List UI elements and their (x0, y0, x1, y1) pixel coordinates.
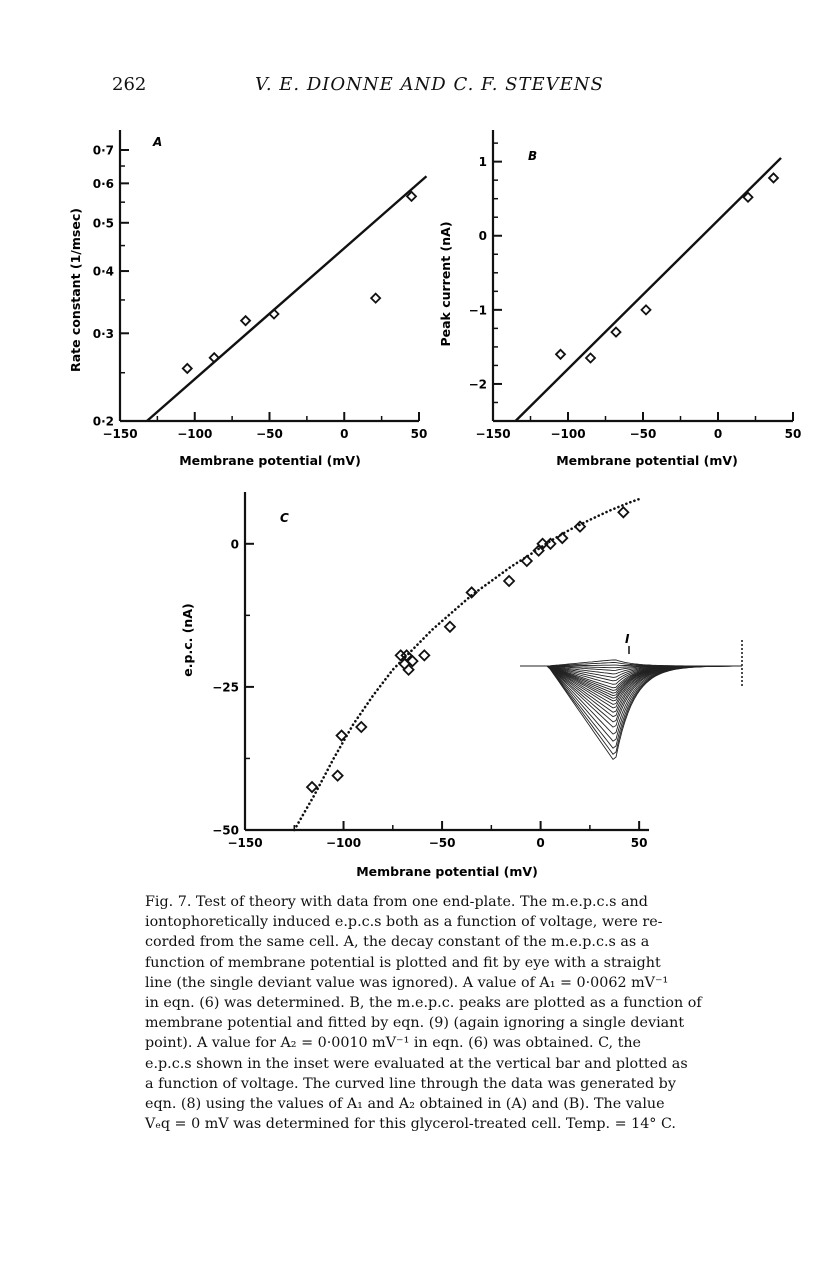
data-point (557, 533, 567, 543)
data-point (241, 316, 250, 325)
panel-a-label: A (153, 135, 163, 149)
caption-line: eqn. (8) using the values of A₁ and A₂ obtained in (A) and (B). The value (145, 1096, 665, 1113)
data-point (183, 364, 192, 373)
y-tick-label: 0·3 (92, 326, 114, 341)
page-number: 262 (112, 74, 147, 95)
x-tick-label: −150 (102, 427, 138, 441)
panel-c-xlabel: Membrane potential (mV) (356, 864, 538, 879)
data-point (445, 622, 455, 632)
x-tick-label: −50 (428, 836, 456, 850)
caption-line: iontophoretically induced e.p.c.s both as a function of voltage, were re- (145, 914, 663, 931)
caption-line: e.p.c.s shown in the inset were evaluated at the vertical bar and plotted as (145, 1055, 688, 1072)
epc-inset-traces (520, 632, 742, 759)
data-point (586, 354, 595, 363)
data-point (642, 305, 651, 314)
y-tick-label: 0·6 (92, 176, 114, 191)
x-tick-label: −100 (550, 427, 586, 441)
panel-b-ylabel: Peak current (nA) (438, 221, 453, 347)
y-tick-label: −25 (212, 680, 239, 695)
caption-line: point). A value for A₂ = 0·0010 mV⁻¹ in eqn. (6) was obtained. C, the (145, 1035, 641, 1052)
panel-b-xlabel: Membrane potential (mV) (556, 453, 738, 468)
data-point (307, 782, 317, 792)
caption-line: membrane potential and fitted by eqn. (9) (again ignoring a single deviant (145, 1015, 685, 1032)
y-tick-label: 0·2 (92, 414, 114, 429)
caption-text: Test of theory with data from one end-plate. The m.e.p.c.s and (195, 894, 648, 910)
fit-line (516, 158, 782, 421)
panel-a-chart (68, 130, 427, 468)
panel-a-ylabel: Rate constant (1/msec) (68, 208, 83, 372)
fit-curve-dotted (294, 499, 639, 830)
caption-lead: Fig. 7. (145, 894, 192, 910)
x-tick-label: 0 (536, 836, 545, 850)
caption-line: corded from the same cell. A, the decay constant of the m.e.p.c.s as a (145, 934, 650, 951)
figure-caption (145, 892, 727, 1134)
fit-line (147, 176, 427, 421)
data-point (612, 328, 621, 337)
data-point (769, 173, 778, 182)
y-tick-label: −1 (468, 303, 487, 318)
x-tick-label: 50 (410, 427, 428, 441)
panel-a-xlabel: Membrane potential (mV) (179, 453, 361, 468)
data-point (504, 576, 514, 586)
y-tick-label: 0 (478, 229, 487, 244)
y-tick-label: 0·4 (92, 264, 114, 279)
y-tick-label: 0·7 (92, 143, 114, 158)
data-point (333, 771, 343, 781)
running-title: V. E. DIONNE AND C. F. STEVENS (255, 74, 604, 95)
data-point (618, 507, 628, 517)
y-tick-label: 0·5 (92, 216, 114, 231)
panel-c-label: C (280, 511, 289, 525)
y-tick-label: 1 (478, 155, 487, 170)
caption-line: in eqn. (6) was determined. B, the m.e.p.c. peaks are plotted as a function of (145, 995, 702, 1012)
caption-line: a function of voltage. The curved line through the data was generated by (145, 1075, 676, 1092)
x-tick-label: −150 (227, 836, 263, 850)
panel-c-chart (180, 492, 742, 879)
panel-b-chart (438, 130, 801, 468)
y-tick-label: −50 (212, 823, 239, 838)
y-tick-label: −2 (468, 377, 487, 392)
data-point (419, 650, 429, 660)
x-tick-label: 0 (713, 427, 723, 441)
y-tick-label: 0 (230, 537, 239, 552)
x-tick-label: −150 (475, 427, 511, 441)
x-tick-label: −100 (325, 836, 362, 850)
data-point (371, 294, 380, 303)
x-tick-label: −50 (629, 427, 657, 441)
caption-line: function of membrane potential is plotted and fit by eye with a straight (145, 954, 661, 971)
panel-b-label: B (528, 149, 538, 163)
inset-trace (520, 660, 742, 666)
x-tick-label: −50 (256, 427, 283, 441)
x-tick-label: 0 (340, 427, 349, 441)
caption-line: line (the single deviant value was ignored). A value of A₁ = 0·0062 mV⁻¹ (145, 974, 669, 991)
x-tick-label: −100 (177, 427, 213, 441)
x-tick-label: 50 (630, 836, 648, 850)
caption-line (145, 892, 727, 912)
data-point (356, 722, 366, 732)
caption-line: Vₑq = 0 mV was determined for this glycerol-treated cell. Temp. = 14° C. (145, 1116, 676, 1133)
data-point (556, 350, 565, 359)
panel-c-ylabel: e.p.c. (nA) (180, 603, 195, 677)
x-tick-label: 50 (784, 427, 802, 441)
inset-label: I (625, 632, 630, 646)
